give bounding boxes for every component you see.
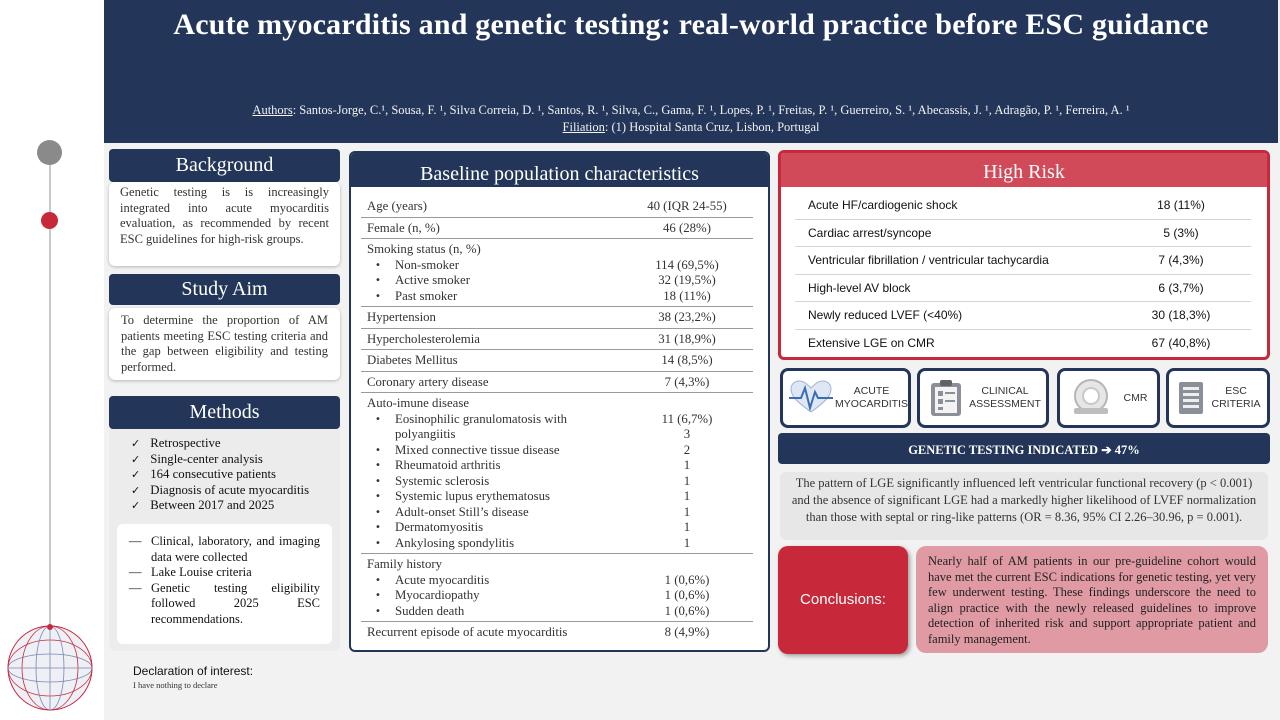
table-row-autoimmune: Auto-imune disease • Eosinophilic granulomatosis with 11 (6,7%) polyangiitis 3 • Mixed connective tissue disease 2 • Rheumatoid arthritis 1 • Systemic sclerosis 1 • Systemic lupus erythematosus 1 • Adult-onset Still’s disease 1 • Dermatomyositis 1 • Ankylosing spondylitis 1 xyxy=(361,393,753,554)
declaration-text: I have nothing to declare xyxy=(133,680,218,690)
authors-list: : Santos-Jorge, C.¹, Sousa, F. ¹, Silva Correia, D. ¹, Santos, R. ¹, Silva, C., Gama, F. ¹, Lopes, P. ¹, Freitas, P. ¹, Guerreiro, S. ¹, Abecassis, J. ¹, Adragão, P. ¹, Ferreira, A. ¹ xyxy=(292,103,1130,117)
methods-details xyxy=(117,524,332,644)
workflow-clinical-line2: ASSESSMENT xyxy=(969,398,1041,410)
mri-scanner-icon xyxy=(1068,378,1114,418)
table-row: Acute HF/cardiogenic shock 18 (11%) xyxy=(795,192,1251,220)
study-aim-text: To determine the proportion of AM patients meeting ESC testing criteria and the gap between eligibility and testing performed. xyxy=(109,308,340,380)
clipboard-icon xyxy=(928,378,964,418)
dash-icon: — xyxy=(129,565,142,579)
methods-check-item: ✓ Diagnosis of acute myocarditis xyxy=(131,483,340,499)
methods-title: Methods xyxy=(109,396,340,429)
workflow-am-line1: ACUTE xyxy=(853,385,890,397)
table-row: Newly reduced LVEF (<40%) 30 (18,3%) xyxy=(795,302,1251,330)
methods-panel xyxy=(109,429,340,651)
filiation-text: : (1) Hospital Santa Cruz, Lisbon, Portugal xyxy=(604,120,820,134)
table-row-smoking: Smoking status (n, %) • Non-smoker 114 (69,5%) • Active smoker 32 (19,5%) • Past smoker 18 (11%) xyxy=(361,239,753,307)
table-row: Hypertension 38 (23,2%) xyxy=(361,307,753,329)
lge-finding-text: The pattern of LGE significantly influenced left ventricular functional recovery (p < 0.001) and the absence of significant LGE had a markedly higher likelihood of LVEF normalization than those with septal or ring-like patterns (OR = 8.36, 95% CI 2.26–30.96, p = 0.001). xyxy=(780,472,1268,540)
poster-title: Acute myocarditis and genetic testing: real-world practice before ESC guidance xyxy=(173,8,1209,41)
timeline-dot-gray xyxy=(37,140,62,165)
workflow-cmr xyxy=(1057,368,1160,428)
filiation-line xyxy=(104,120,1278,135)
workflow-esc-line1: ESC xyxy=(1225,385,1247,397)
table-row: Ventricular fibrillation / ventricular tachycardia 7 (4,3%) xyxy=(795,247,1251,275)
workflow-esc-criteria xyxy=(1166,368,1270,428)
background-title: Background xyxy=(109,149,340,182)
workflow-esc-line2: CRITERIA xyxy=(1211,398,1261,410)
baseline-title: Baseline population characteristics xyxy=(351,153,768,187)
poster-header xyxy=(104,0,1278,143)
conclusions-label: Conclusions: xyxy=(778,546,908,654)
high-risk-title: High Risk xyxy=(781,153,1267,187)
table-row: Coronary artery disease 7 (4,3%) xyxy=(361,372,753,394)
workflow-cmr-label: CMR xyxy=(1123,391,1148,404)
methods-detail-item: — Genetic testing eligibility followed 2025 ESC recommendations. xyxy=(129,580,320,626)
filiation-label: Filiation xyxy=(562,120,605,134)
wireframe-globe-icon xyxy=(6,624,94,712)
study-aim-title: Study Aim xyxy=(109,274,340,305)
methods-check-item: ✓ Between 2017 and 2025 xyxy=(131,498,340,514)
table-row: Cardiac arrest/syncope 5 (3%) xyxy=(795,220,1251,248)
dash-icon: — xyxy=(129,580,142,595)
methods-check-item: ✓ 164 consecutive patients xyxy=(131,467,340,483)
timeline-dot-red xyxy=(41,212,58,229)
conclusions-text: Nearly half of AM patients in our pre-guideline cohort would have met the current ESC indications for genetic testing, yet very few underwent testing. These findings underscore the need to align practice with the newly released guidelines to improve detection of inherited risk and support appropriate patient and family management. xyxy=(916,546,1268,653)
declaration-title: Declaration of interest: xyxy=(133,664,254,678)
genetic-testing-indicated-bar: GENETIC TESTING INDICATED ➔ 47% xyxy=(778,433,1270,464)
table-row: Extensive LGE on CMR 67 (40,8%) xyxy=(808,335,1211,350)
table-row: Hypercholesterolemia 31 (18,9%) xyxy=(361,329,753,351)
table-row-family-history: Family history • Acute myocarditis 1 (0,6%) • Myocardiopathy 1 (0,6%) • Sudden death 1 (0,6%) xyxy=(361,554,753,622)
high-risk-table xyxy=(795,192,1251,357)
dash-icon: — xyxy=(129,534,142,548)
authors-line xyxy=(104,103,1278,118)
methods-detail-item: — Lake Louise criteria xyxy=(129,565,252,579)
methods-checklist xyxy=(109,429,340,514)
table-row: Age (years) 40 (IQR 24-55) xyxy=(361,196,753,218)
table-row: Recurrent episode of acute myocarditis 8 (4,9%) xyxy=(367,625,710,639)
methods-check-item: ✓ Single-center analysis xyxy=(131,452,340,468)
authors-label: Authors xyxy=(252,103,293,117)
table-row: Female (n, %) 46 (28%) xyxy=(361,218,753,240)
left-rail xyxy=(0,0,104,720)
workflow-am-line2: MYOCARDITIS xyxy=(835,398,908,410)
workflow-clinical-assessment xyxy=(917,368,1049,428)
baseline-table xyxy=(361,196,753,643)
methods-detail-item: — Clinical, laboratory, and imaging data were collected xyxy=(129,534,320,564)
heartbeat-icon xyxy=(787,378,835,418)
methods-check-item: ✓ Retrospective xyxy=(131,436,340,452)
table-row: High-level AV block 6 (3,7%) xyxy=(795,275,1251,303)
table-row: Diabetes Mellitus 14 (8,5%) xyxy=(361,350,753,372)
high-risk-panel xyxy=(778,150,1270,360)
baseline-panel xyxy=(349,151,770,652)
checklist-icon xyxy=(1177,380,1205,416)
background-text: Genetic testing is is increasingly integrated into acute myocarditis evaluation, as recommended by recent ESC guidelines for high-risk groups. xyxy=(109,182,340,266)
workflow-acute-myocarditis xyxy=(780,368,911,428)
workflow-clinical-line1: CLINICAL xyxy=(981,385,1029,397)
